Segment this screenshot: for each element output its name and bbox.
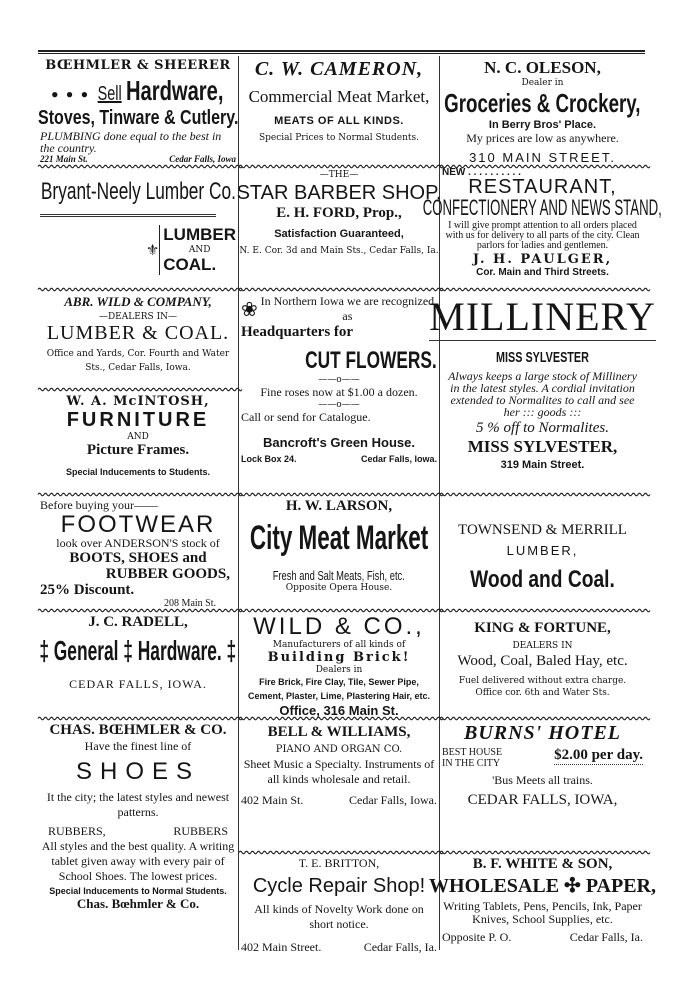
city: Cedar Falls, Iowa. [360, 454, 437, 464]
shoes-headline: SHOES [75, 758, 201, 785]
address: Cor. Main and Third Streets. [476, 267, 609, 278]
city: Cedar Falls, Iowa [169, 154, 236, 164]
dealers-text: —DEALERS IN— [98, 312, 178, 322]
ad-title: CHAS. BŒHMLER & CO. [49, 722, 227, 738]
special-text: Special Inducements to Normal Students. [49, 886, 227, 896]
office-text: Office and Yards, Cor. Fourth and Water Sts., Cedar Falls, Iowa. [46, 349, 230, 373]
discount-text: 25% Discount. [40, 582, 135, 598]
ad-title: C. W. CAMERON, [254, 58, 424, 80]
paper-headline: WHOLESALE ✣ PAPER, [429, 875, 656, 897]
rubber-text: RUBBER GOODS, [105, 566, 230, 582]
rubbers-text: RUBBERS [173, 824, 228, 838]
wave-line [38, 716, 238, 721]
special-text: Special Prices to Normal Students. [258, 133, 420, 143]
ornament-icon: ⚜ [145, 241, 160, 259]
supplies-text: Writing Tablets, Pens, Pencils, Ink, Paper Knives, School Supplies, etc. [443, 899, 642, 926]
wave-line [38, 164, 238, 169]
wave-line [239, 850, 439, 855]
ad-title: B. F. WHITE & SON, [472, 856, 613, 872]
ad-flowers [239, 294, 439, 490]
novelty-text: All kinds of Novelty Work done on short notice. [254, 902, 424, 931]
wavy-divider [440, 608, 645, 613]
wavy-divider [239, 716, 439, 721]
ad-title: TOWNSEND & MERRILL [458, 522, 627, 538]
lumber-text: LUMBER [163, 225, 236, 244]
and-text: AND [188, 245, 211, 255]
column-left [38, 56, 238, 950]
materials-list: Fire Brick, Fire Clay, Tile, Sewer Pipe, Cement, Plaster, Lime, Plastering Hair, etc. [247, 677, 431, 701]
top-rule [38, 50, 645, 54]
meats-text: MEATS OF ALL KINDS. [274, 115, 404, 127]
opposite-text: Opposite Opera House. [285, 583, 393, 593]
catalogue-text: Call or send for Catalogue. [241, 410, 371, 424]
column-middle [236, 56, 442, 954]
hq-text: Headquarters for [241, 324, 354, 340]
bus-text: 'Bus Meets all trains. [492, 773, 593, 787]
sell-text: Sell [97, 83, 122, 105]
stoves-line: Stoves, Tinware & Cutlery. [37, 107, 239, 129]
fresh-text: Fresh and Salt Meats, Fish, etc. [272, 568, 406, 583]
ad-oleson [440, 58, 645, 165]
wavy-divider [440, 287, 645, 292]
and-text: AND [127, 432, 149, 442]
mfr-text: Manufacturers of all kinds of [272, 640, 406, 650]
ad-title: BELL & WILLIAMS, [267, 724, 411, 740]
ad-white-son [429, 856, 656, 952]
wavy-divider [440, 716, 645, 721]
latest-text: It the city; the latest styles and newest patterns. [46, 790, 230, 819]
ad-bell-williams [239, 724, 439, 848]
wavy-divider [38, 164, 238, 169]
ad-larson [239, 498, 439, 606]
address: 402 Main St. [241, 793, 304, 807]
dealers-text: Dealers in [315, 665, 363, 675]
goods-headline: Wood, Coal, Baled Hay, etc. [457, 653, 628, 669]
boots-text: BOOTS, SHOES and [69, 550, 207, 566]
dealer-text: Dealer in [521, 78, 564, 88]
bullet-dots: • • • [50, 86, 90, 104]
column-right [422, 56, 663, 950]
flower-icon: ❀ [241, 297, 258, 321]
ad-title: Bryant-Neely Lumber Co. [40, 178, 236, 205]
ad-wild-co [239, 613, 439, 718]
ad-bryant-neely [38, 170, 238, 286]
market-headline: City Meat Market [249, 519, 429, 557]
city: CEDAR FALLS, IOWA. [69, 677, 207, 691]
hardware-headline: Hardware, [125, 75, 224, 106]
ad-footwear [38, 498, 238, 609]
ad-mcintosh [38, 394, 238, 494]
plumbing-text: PLUMBING done equal to the best in the country. [40, 129, 222, 155]
divider-o: ——o—— [318, 375, 360, 385]
coal-text: COAL. [163, 255, 217, 274]
millinery-headline: MILLINERY [429, 294, 656, 339]
hardware-headline: ‡ General ‡ Hardware. ‡ [39, 635, 237, 666]
box-text: Lock Box 24. [241, 454, 297, 464]
ad-barber [236, 170, 442, 286]
wave-line [239, 164, 439, 169]
repair-headline: Cycle Repair Shop! [252, 875, 426, 897]
ad-title: STAR BARBER SHOP, [236, 182, 442, 204]
ad-title: H. W. LARSON, [285, 498, 393, 514]
intro-text: In Northern Iowa we are recognized as [260, 294, 435, 323]
ad-chas-boehmler [38, 722, 238, 952]
ad-title: WILD & CO., [253, 613, 425, 640]
ad-king-fortune [440, 614, 645, 714]
office-text: Office cor. 6th and Water Sts. [475, 688, 610, 698]
ad-title: BŒHMLER & SHEERER [45, 58, 231, 73]
lumber-text: LUMBER, [506, 543, 579, 558]
wave-line [38, 387, 238, 392]
satisfaction-text: Satisfaction Guaranteed, [274, 228, 404, 240]
frames-text: Picture Frames. [86, 442, 190, 458]
piano-text: PIANO AND ORGAN CO. [275, 744, 403, 755]
wavy-divider [239, 492, 439, 497]
ad-cameron [239, 58, 439, 162]
wavy-divider [38, 287, 238, 292]
discount-text: 5 % off to Normalites. [476, 420, 609, 436]
before-text: Before buying your—— [40, 498, 158, 512]
greenhouse-text: Bancroft's Green House. [263, 435, 415, 450]
stock-text: Always keeps a large stock of Millinery in the latest styles. A cordial invitation extended to Normalites to call and see her ::: goods ::: [448, 369, 637, 419]
city: Cedar Falls, Ia. [363, 940, 437, 954]
wavy-divider [38, 492, 238, 497]
prop-text: E. H. FORD, Prop., [276, 205, 402, 221]
prices-text: My prices are low as anywhere. [466, 131, 619, 145]
ad-title: BURNS' HOTEL [463, 722, 622, 744]
ad-title: J. H. PAULGER, [472, 252, 613, 267]
price-text: $2.00 per day. [554, 747, 643, 763]
ad-title: KING & FORTUNE, [474, 620, 611, 636]
address: 221 Main St. [40, 154, 88, 164]
ad-title: ABR. WILD & COMPANY, [64, 294, 212, 309]
signature: MISS SYLVESTER, [467, 437, 618, 456]
office-text: Office, 316 Main St. [279, 703, 399, 718]
sheet-music-text: Sheet Music a Specialty. Instruments of all kinds wholesale and retail. [243, 757, 435, 786]
wave-line [38, 492, 238, 497]
wavy-divider [440, 492, 645, 497]
ad-title: J. C. RADELL, [88, 614, 188, 630]
wave-line [440, 716, 645, 721]
wavy-divider [239, 287, 439, 292]
wavy-divider [440, 850, 645, 855]
opposite-text: Opposite P. O. [442, 930, 512, 944]
wave-line [239, 492, 439, 497]
the-text: —THE— [319, 170, 359, 180]
fuel-text: Fuel delivered without extra charge. [458, 676, 627, 686]
wave-line [239, 287, 439, 292]
flowers-headline: CUT FLOWERS. [305, 347, 437, 374]
city: Cedar Falls, Iowa. [349, 793, 437, 807]
market-headline: Commercial Meat Market, [248, 87, 430, 106]
place-text: In Berry Bros' Place. [488, 119, 597, 131]
wave-line [38, 608, 238, 613]
look-text: look over ANDERSON'S stock of [56, 536, 220, 550]
city: Cedar Falls, Ia. [569, 930, 643, 944]
wood-coal-headline: Wood and Coal. [470, 566, 615, 593]
ad-boehmler-sheerer [38, 58, 238, 162]
address: 208 Main St. [164, 598, 216, 609]
restaurant-headline: RESTAURANT, [468, 176, 617, 198]
ad-abr-wild [38, 294, 238, 386]
address: 310 MAIN STREET. [469, 150, 616, 165]
wavy-divider [38, 716, 238, 721]
ad-radell [38, 614, 238, 714]
signature: Chas. Bœhmler & Co. [76, 896, 200, 911]
wavy-divider [38, 387, 238, 392]
city: CEDAR FALLS, IOWA, [467, 792, 618, 808]
furniture-headline: FURNITURE [66, 409, 210, 431]
confectionery-headline: CONFECTIONERY AND NEWS STAND, [422, 195, 663, 220]
wave-line [38, 287, 238, 292]
quality-text: All styles and the best quality. A writing tablet given away with every pair of School Shoes. The lowest prices. [41, 839, 235, 883]
wave-line [440, 287, 645, 292]
ad-title: T. E. BRITTON, [298, 856, 380, 870]
wavy-divider [239, 164, 439, 169]
best-house-text: BEST HOUSE IN THE CITY [442, 747, 503, 769]
address: 402 Main Street. [241, 940, 322, 954]
wave-line [440, 608, 645, 613]
goods-headline: LUMBER & COAL. [46, 322, 230, 344]
roses-text: Fine roses now at $1.00 a dozen. [260, 385, 418, 399]
ad-title: N. C. OLESON, [484, 58, 601, 77]
wavy-divider [239, 850, 439, 855]
wave-line [239, 716, 439, 721]
ad-burns-hotel [440, 722, 645, 848]
groceries-headline: Groceries & Crockery, [444, 88, 641, 118]
ad-title: MISS SYLVESTER [496, 349, 589, 366]
ad-title: W. A. McINTOSH, [66, 394, 210, 409]
ad-britton [239, 856, 439, 952]
ad-restaurant [422, 167, 663, 287]
wave-line [440, 850, 645, 855]
double-rule [40, 214, 216, 217]
address: 319 Main Street. [500, 459, 585, 471]
special-text: Special Inducements to Students. [65, 467, 211, 477]
attention-text: I will give prompt attention to all orders placed with us for delivery to all parts of the city. Clean parlors for ladies and gentlemen. [445, 220, 640, 251]
divider-o: ——o—— [318, 400, 360, 410]
have-text: Have the finest line of [84, 739, 192, 753]
wavy-divider [38, 608, 238, 613]
footwear-headline: FOOTWEAR [60, 511, 216, 538]
brick-headline: Building Brick! [267, 650, 411, 665]
ad-townsend [440, 498, 645, 606]
rubbers-text: RUBBERS, [48, 824, 106, 838]
dealers-text: DEALERS IN [512, 641, 573, 651]
address: N. E. Cor. 3d and Main Sts., Cedar Falls, Ia. [239, 246, 439, 256]
ad-millinery [429, 294, 656, 490]
wave-line [440, 492, 645, 497]
new-text: NEW . . . . . . . . . . [442, 167, 521, 178]
